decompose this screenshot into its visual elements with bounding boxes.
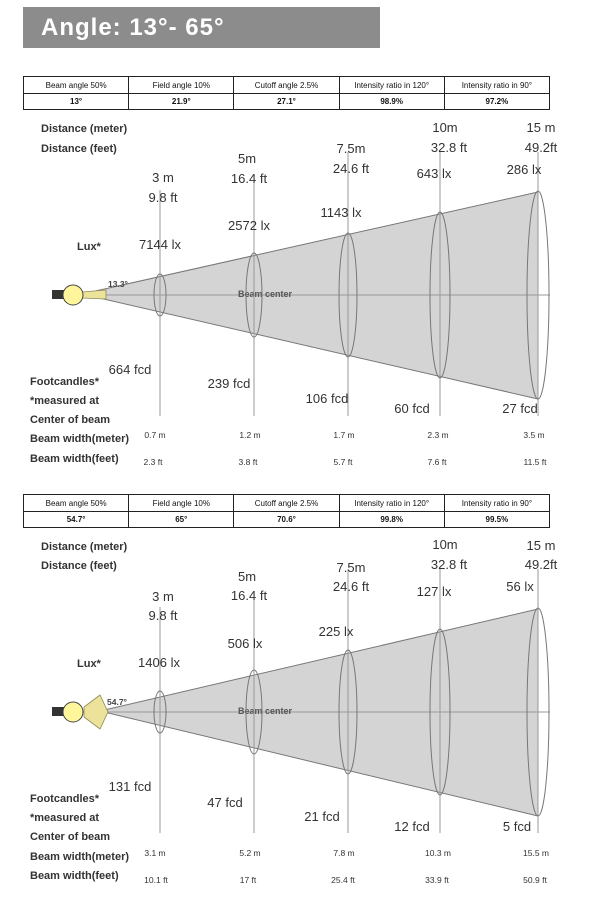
spec-header-row	[24, 495, 550, 512]
distance-ft-2: 16.4 ft	[230, 588, 268, 603]
page-title: Angle: 13°- 65°	[41, 14, 225, 41]
distance-m-4: 10m	[432, 120, 458, 135]
distance-m-3: 7.5m	[336, 141, 366, 156]
header-intensity-120: Intensity ratio in 120°	[339, 77, 444, 94]
width-m-4: 2.3 m	[427, 430, 449, 440]
distance-m-4: 10m	[432, 537, 458, 552]
width-ft-3: 5.7 ft	[333, 457, 353, 467]
fcd-value-1: 664 fcd	[108, 362, 152, 377]
width-ft-4: 7.6 ft	[427, 457, 447, 467]
distance-m-1: 3 m	[152, 170, 174, 185]
width-ft-1: 10.1 ft	[144, 875, 168, 885]
distance-m-1: 3 m	[152, 589, 174, 604]
fcd-value-4: 12 fcd	[394, 819, 430, 834]
beam-width-meter-label: Beam width(meter)	[30, 851, 130, 863]
distance-ft-1: 9.8 ft	[148, 190, 178, 205]
lux-value-5: 56 lx	[506, 579, 534, 594]
lux-value-1: 7144 lx	[139, 237, 181, 252]
value-intensity-90: 99.5%	[444, 512, 549, 528]
spec-header-row	[24, 77, 550, 94]
width-ft-1: 2.3 ft	[143, 457, 163, 467]
value-beam-angle: 54.7°	[24, 512, 129, 528]
beam-width-feet-label: Beam width(feet)	[30, 453, 119, 465]
header-intensity-120: Intensity ratio in 120°	[339, 495, 444, 512]
distance-ft-5: 49.2ft	[524, 557, 558, 572]
width-ft-2: 17 ft	[239, 875, 257, 885]
beam-angle-label: 54.7°	[107, 697, 127, 707]
width-m-3: 7.8 m	[333, 848, 355, 858]
measured-at-label: *measured at	[30, 812, 100, 824]
distance-ft-1: 9.8 ft	[148, 608, 178, 623]
width-ft-2: 3.8 ft	[238, 457, 258, 467]
distance-meter-label: Distance (meter)	[41, 123, 128, 135]
fcd-value-3: 21 fcd	[304, 809, 340, 824]
lux-value-4: 643 lx	[416, 166, 452, 181]
distance-ft-2: 16.4 ft	[230, 171, 268, 186]
width-ft-5: 50.9 ft	[523, 875, 547, 885]
beam-center-label: Beam center	[238, 289, 293, 299]
fcd-value-2: 239 fcd	[207, 376, 251, 391]
beam-center-label: Beam center	[238, 706, 293, 716]
distance-ft-3: 24.6 ft	[332, 579, 370, 594]
header-cutoff-angle: Cutoff angle 2.5%	[234, 495, 339, 512]
value-field-angle: 65°	[129, 512, 234, 528]
lux-label: Lux*	[77, 241, 101, 253]
fixture-icon	[52, 285, 106, 305]
spec-table-1	[23, 76, 550, 110]
width-m-5: 3.5 m	[523, 430, 545, 440]
width-m-3: 1.7 m	[333, 430, 355, 440]
value-intensity-120: 99.8%	[339, 512, 444, 528]
header-cutoff-angle: Cutoff angle 2.5%	[234, 77, 339, 94]
center-of-beam-label: Center of beam	[30, 831, 111, 843]
distance-m-3: 7.5m	[336, 560, 366, 575]
lux-value-3: 225 lx	[318, 624, 354, 639]
footcandles-label: Footcandles*	[30, 793, 100, 805]
spec-value-row	[24, 94, 550, 110]
header-intensity-90: Intensity ratio in 90°	[444, 77, 549, 94]
distance-feet-label: Distance (feet)	[41, 143, 117, 155]
value-beam-angle: 13°	[24, 94, 129, 110]
header-beam-angle: Beam angle 50%	[24, 495, 129, 512]
width-m-4: 10.3 m	[425, 848, 451, 858]
footcandles-label: Footcandles*	[30, 376, 100, 388]
distance-m-5: 15 m	[526, 120, 556, 135]
width-ft-4: 33.9 ft	[425, 875, 449, 885]
distance-feet-label: Distance (feet)	[41, 560, 117, 572]
lux-value-2: 2572 lx	[228, 218, 270, 233]
width-m-1: 3.1 m	[144, 848, 166, 858]
beam-diagram-1	[0, 112, 589, 482]
distance-ft-3: 24.6 ft	[332, 161, 370, 176]
center-of-beam-label: Center of beam	[30, 414, 111, 426]
lux-value-5: 286 lx	[506, 162, 542, 177]
lux-label: Lux*	[77, 658, 101, 670]
fcd-value-2: 47 fcd	[207, 795, 243, 810]
beam-diagram-2	[0, 529, 589, 899]
width-ft-5: 11.5 ft	[523, 457, 547, 467]
fcd-value-3: 106 fcd	[305, 391, 349, 406]
width-m-2: 5.2 m	[239, 848, 261, 858]
spec-value-row	[24, 512, 550, 528]
distance-meter-label: Distance (meter)	[41, 541, 128, 553]
value-intensity-120: 98.9%	[339, 94, 444, 110]
lux-value-3: 1143 lx	[320, 205, 362, 220]
distance-ft-5: 49.2ft	[524, 140, 558, 155]
distance-ft-4: 32.8 ft	[430, 140, 468, 155]
width-m-1: 0.7 m	[144, 430, 166, 440]
value-cutoff-angle: 70.6°	[234, 512, 339, 528]
lux-value-1: 1406 lx	[138, 655, 180, 670]
spec-table-2	[23, 494, 550, 528]
value-intensity-90: 97.2%	[444, 94, 549, 110]
beam-width-meter-label: Beam width(meter)	[30, 433, 130, 445]
fcd-value-5: 27 fcd	[502, 401, 538, 416]
lux-value-4: 127 lx	[416, 584, 452, 599]
beam-width-feet-label: Beam width(feet)	[30, 870, 119, 882]
distance-m-5: 15 m	[526, 538, 556, 553]
measured-at-label: *measured at	[30, 395, 100, 407]
width-m-5: 15.5 m	[523, 848, 549, 858]
title-banner	[23, 7, 380, 48]
value-cutoff-angle: 27.1°	[234, 94, 339, 110]
width-ft-3: 25.4 ft	[331, 875, 355, 885]
fcd-value-4: 60 fcd	[394, 401, 430, 416]
fixture-icon	[52, 695, 108, 729]
distance-ft-4: 32.8 ft	[430, 557, 468, 572]
lux-value-2: 506 lx	[227, 636, 263, 651]
header-intensity-90: Intensity ratio in 90°	[444, 495, 549, 512]
fcd-value-5: 5 fcd	[502, 819, 532, 834]
width-m-2: 1.2 m	[239, 430, 261, 440]
header-beam-angle: Beam angle 50%	[24, 77, 129, 94]
header-field-angle: Field angle 10%	[129, 495, 234, 512]
distance-m-2: 5m	[237, 151, 257, 166]
header-field-angle: Field angle 10%	[129, 77, 234, 94]
fcd-value-1: 131 fcd	[108, 779, 152, 794]
distance-m-2: 5m	[237, 569, 257, 584]
value-field-angle: 21.9°	[129, 94, 234, 110]
beam-angle-label: 13.3°	[108, 279, 128, 289]
